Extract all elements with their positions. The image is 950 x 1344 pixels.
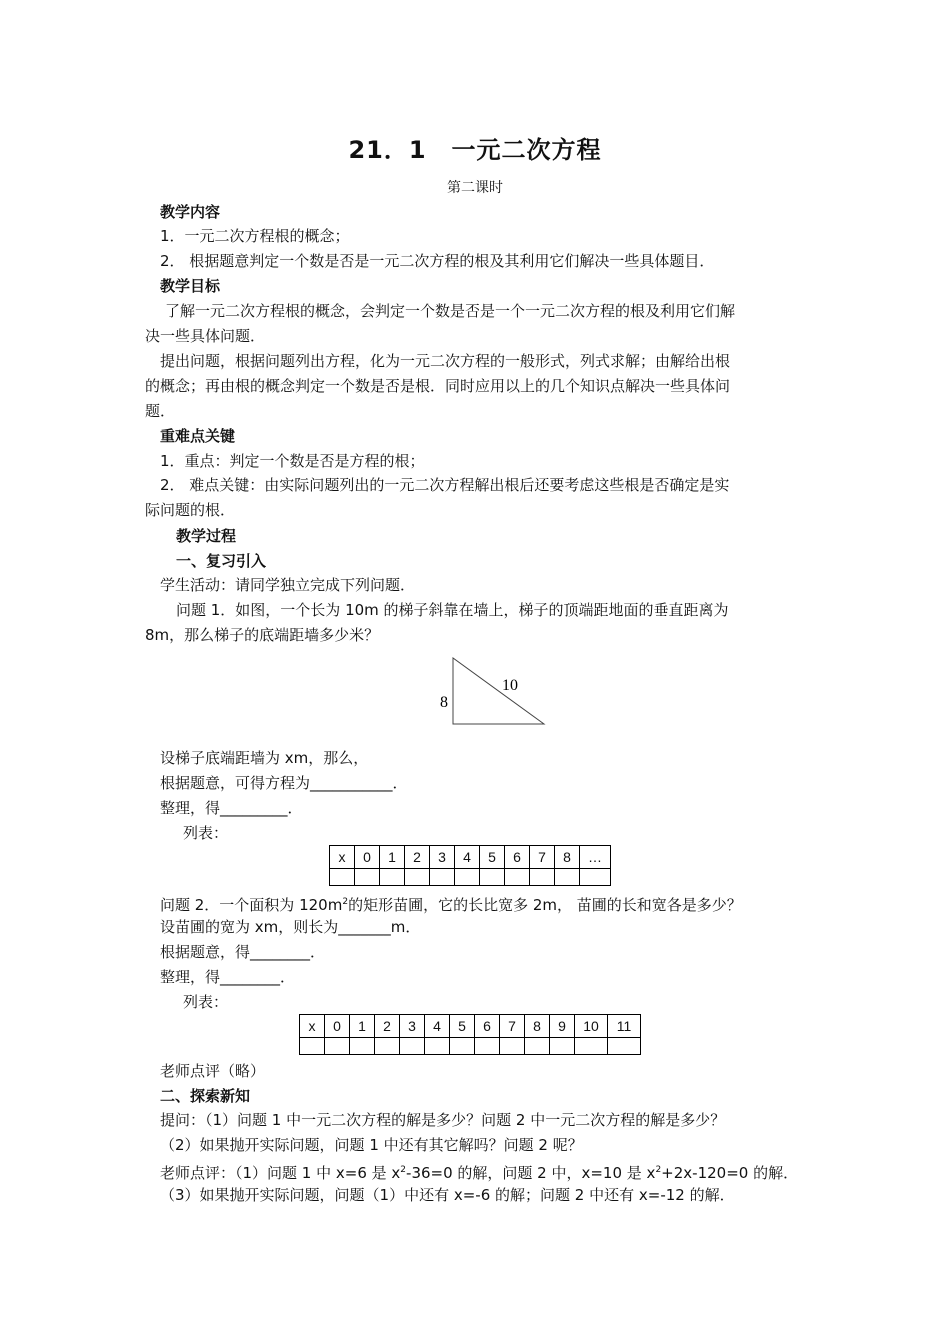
explore-question-2: （2）如果抛开实际问题，问题 1 中还有其它解吗？问题 2 呢？: [160, 1136, 583, 1154]
table-cell-empty: [355, 869, 380, 886]
table-cell: 6: [475, 1015, 500, 1038]
table-cell: 2: [405, 846, 430, 869]
table-cell: 3: [400, 1015, 425, 1038]
table-cell: 4: [425, 1015, 450, 1038]
table-cell: 1: [350, 1015, 375, 1038]
goals-line: 题．: [145, 402, 176, 420]
content-item-1: 1．一元二次方程根的概念；: [160, 227, 350, 245]
table-1-label: 列表：: [183, 824, 229, 842]
table-cell: 7: [530, 846, 555, 869]
table-cell-empty: [450, 1038, 475, 1055]
triangle-shape: [453, 658, 544, 724]
superscript-2: 2: [342, 897, 349, 907]
table-cell: 7: [500, 1015, 525, 1038]
table-cell: 0: [325, 1015, 350, 1038]
question-1-line-1: 问题 1．如图，一个长为 10m 的梯子斜靠在墙上，梯子的顶端距地面的垂直距离为: [176, 601, 729, 619]
table-cell-empty: [330, 869, 355, 886]
table-cell: 10: [575, 1015, 608, 1038]
table-cell-empty: [480, 869, 505, 886]
process-heading: 教学过程: [176, 527, 237, 545]
table-cell: 1: [380, 846, 405, 869]
ladder-triangle-figure: [430, 650, 560, 732]
keys-line: 际问题的根．: [145, 501, 236, 519]
table-cell-empty: [400, 1038, 425, 1055]
table-cell-empty: [525, 1038, 550, 1055]
question-1-equation: 根据题意，可得方程为___________．: [160, 774, 408, 792]
goals-line: 了解一元二次方程根的概念，会判定一个数是否是一个一元二次方程的根及利用它们解: [165, 302, 736, 320]
table-cell-empty: [375, 1038, 400, 1055]
content-heading: 教学内容: [160, 203, 221, 221]
table-cell: 2: [375, 1015, 400, 1038]
table-cell-empty: [505, 869, 530, 886]
question-2-simplify: 整理，得________．: [160, 968, 296, 986]
teacher-comment: [160, 1160, 798, 1183]
table-cell-empty: [500, 1038, 525, 1055]
table-cell: 9: [550, 1015, 575, 1038]
values-table-2: [299, 1014, 641, 1055]
comment-text: +2x-120=0 的解．: [661, 1164, 799, 1182]
table-cell-empty: [555, 869, 580, 886]
table-cell-empty: [380, 869, 405, 886]
values-table-1: [329, 845, 611, 886]
side-label: 8: [440, 694, 448, 711]
comment-text: -36=0 的解，问题 2 中，x=10 是 x: [406, 1164, 656, 1182]
table-cell-empty: [405, 869, 430, 886]
table-cell-empty: [425, 1038, 450, 1055]
section-explore-heading: 二、探索新知: [160, 1087, 251, 1105]
content-item-2: 2． 根据题意判定一个数是否是一元二次方程的根及其利用它们解决一些具体题目．: [160, 252, 715, 270]
hypotenuse-label: 10: [502, 677, 518, 694]
goals-line: 决一些具体问题．: [145, 327, 266, 345]
teacher-review: 老师点评（略）: [160, 1062, 266, 1080]
superscript-2: 2: [655, 1165, 662, 1175]
student-activity: 学生活动：请同学独立完成下列问题．: [160, 576, 416, 594]
keys-line: 2． 难点关键：由实际问题列出的一元二次方程解出根后还要考虑这些根是否确定是实: [160, 476, 730, 494]
question-1-setup: 设梯子底端距墙为 xm，那么，: [160, 749, 369, 767]
table-cell-empty: [475, 1038, 500, 1055]
table-cell: 8: [525, 1015, 550, 1038]
table-cell: 4: [455, 846, 480, 869]
table-cell: 11: [608, 1015, 641, 1038]
page-subtitle: 第二课时: [447, 180, 503, 196]
goals-line: 的概念；再由根的概念判定一个数是否是根．同时应用以上的几个知识点解决一些具体问: [145, 377, 731, 395]
question-2-text-a: 问题 2．一个面积为 120m: [160, 896, 343, 914]
goals-heading: 教学目标: [160, 277, 221, 295]
table-cell: x: [300, 1015, 325, 1038]
question-1-simplify: 整理，得_________．: [160, 799, 303, 817]
keys-heading: 重难点关键: [160, 427, 236, 445]
table-cell-empty: [455, 869, 480, 886]
table-cell: 5: [480, 846, 505, 869]
table-cell: 5: [450, 1015, 475, 1038]
table-cell: x: [330, 846, 355, 869]
table-cell: 6: [505, 846, 530, 869]
page-title: 21．1 一元二次方程: [348, 136, 602, 164]
table-cell: 8: [555, 846, 580, 869]
table-cell-empty: [430, 869, 455, 886]
table-cell-empty: [325, 1038, 350, 1055]
table-cell: …: [580, 846, 611, 869]
question-1-line-2: 8m，那么梯子的底端距墙多少米？: [145, 626, 380, 644]
question-2-equation: 根据题意，得________．: [160, 943, 326, 961]
explore-question-3: （3）如果抛开实际问题，问题（1）中还有 x=-6 的解；问题 2 中还有 x=-12 的解．: [160, 1186, 735, 1204]
section-review-heading: 一、复习引入: [176, 552, 267, 570]
table-cell-empty: [300, 1038, 325, 1055]
table-cell-empty: [550, 1038, 575, 1055]
keys-line: 1．重点：判定一个数是否是方程的根；: [160, 452, 425, 470]
table-cell: 3: [430, 846, 455, 869]
superscript-2: 2: [400, 1165, 407, 1175]
question-2-line-1: [160, 892, 742, 915]
explore-question-1: 提问：（1）问题 1 中一元二次方程的解是多少？问题 2 中一元二次方程的解是多少？: [160, 1111, 726, 1129]
table-cell-empty: [530, 869, 555, 886]
goals-line: 提出问题，根据问题列出方程，化为一元二次方程的一般形式，列式求解；由解给出根: [160, 352, 731, 370]
table-cell-empty: [575, 1038, 608, 1055]
question-2-text-b: 的矩形苗圃，它的长比宽多 2m， 苗圃的长和宽各是多少？: [348, 896, 742, 914]
table-cell: 0: [355, 846, 380, 869]
table-cell-empty: [580, 869, 611, 886]
table-2-label: 列表：: [183, 993, 229, 1011]
comment-text: 老师点评：（1）问题 1 中 x=6 是 x: [160, 1164, 401, 1182]
table-cell-empty: [350, 1038, 375, 1055]
question-2-setup: 设苗圃的宽为 xm，则长为_______m．: [160, 918, 421, 936]
table-cell-empty: [608, 1038, 641, 1055]
